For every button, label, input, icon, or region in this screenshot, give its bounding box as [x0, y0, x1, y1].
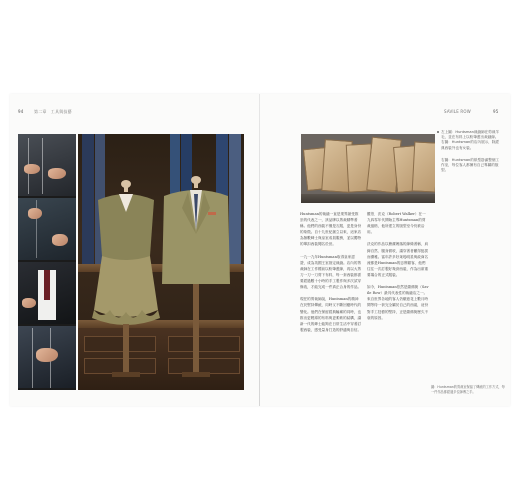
- left-running-head: 第二章 工具與技藝: [34, 109, 72, 114]
- mannequins-svg: [78, 134, 244, 390]
- footnote: 圖：Huntsman的剪裁室保留了傳統的工作方式，每一件作品都經過多位師傅之手。: [431, 385, 505, 394]
- mens-mannequin: [162, 176, 230, 377]
- paper-patterns-photo: [301, 134, 435, 203]
- strip-photo-cutting: [18, 134, 76, 196]
- caption-upper: 左上圖：Huntsman裁縫師在剪裁羊毛，並在布料上以粉筆畫出裁縫線。右圖：Huntsman的店內展示，除經典西裝外也有女裝。: [441, 130, 500, 150]
- strip-photo-sewing: [18, 198, 76, 260]
- left-page-number: 94: [18, 109, 24, 114]
- caption-marker: [437, 131, 439, 133]
- strip-photo-finishing: [18, 326, 76, 388]
- right-running-head: SAVILE ROW: [444, 109, 471, 114]
- body-column-1: Huntsman的裁縫一直是業界最受推崇的代表之一，該品牌以剪裁精準著稱。他們的西裝不僅是衣服，更是身份的象徵。自十九世紀創立以來，這家店為無數紳士與皇室成員服務，並以獨特的單扣西裝聞名於世。 一九一九年Huntsman取得皇家認證，成為英國王室指定裁縫。店內的剪裁師在工作檯前以粉筆畫線，再以大剪刀一刀一刀剪下布料，每一套西裝都需要經過數十小時的手工製作與多次試穿修改，才能完成一件真正合身的作品。 現任的剪裁師說，Huntsman的精神在於堅持傳統，同時又不斷回應時代的變化。他們在保留經典輪廓的同時，也推出更輕薄的布料與更柔軟的結構，讓新一代的紳士能夠在日常生活中穿著訂製西裝，感受量身打造的舒適與自信。: [300, 212, 362, 332]
- tailoring-photo-strip: [18, 134, 76, 390]
- book-gutter: [259, 94, 260, 406]
- mannequin-display-photo: [78, 134, 244, 390]
- right-page-number: 95: [493, 109, 499, 114]
- strip-photo-fitting: [18, 262, 76, 324]
- womens-mannequin: [92, 180, 160, 377]
- body-column-2: 羅伯．沃克（Robert Walker）在一九四零年代開始主導Huntsman的剪裁風格，他所建立的版型至今仍被沿用。 沃克的作品以簡潔俐落的線條著稱，肩線自然、腰身微收，讓穿著者顯得挺拔而優雅。當年許多好萊塢明星與政商名流都是Huntsman的忠實顧客，他們往往一次訂製好幾套西裝，作為出席重要場合的正式服裝。 如今，Huntsman依然是薩佛街（Savile Row）最具代表性的裁縫店之一。來自世界各地的客人仍願意花上數月時間等待一套完全屬於自己的西裝，這份對手工技藝的堅持，正是薩佛街歷久不衰的原因。: [367, 212, 429, 320]
- caption-lower: 右圖：Huntsman的紙型掛滿整個工作室，每位客人都擁有自己專屬的版型。: [441, 158, 500, 173]
